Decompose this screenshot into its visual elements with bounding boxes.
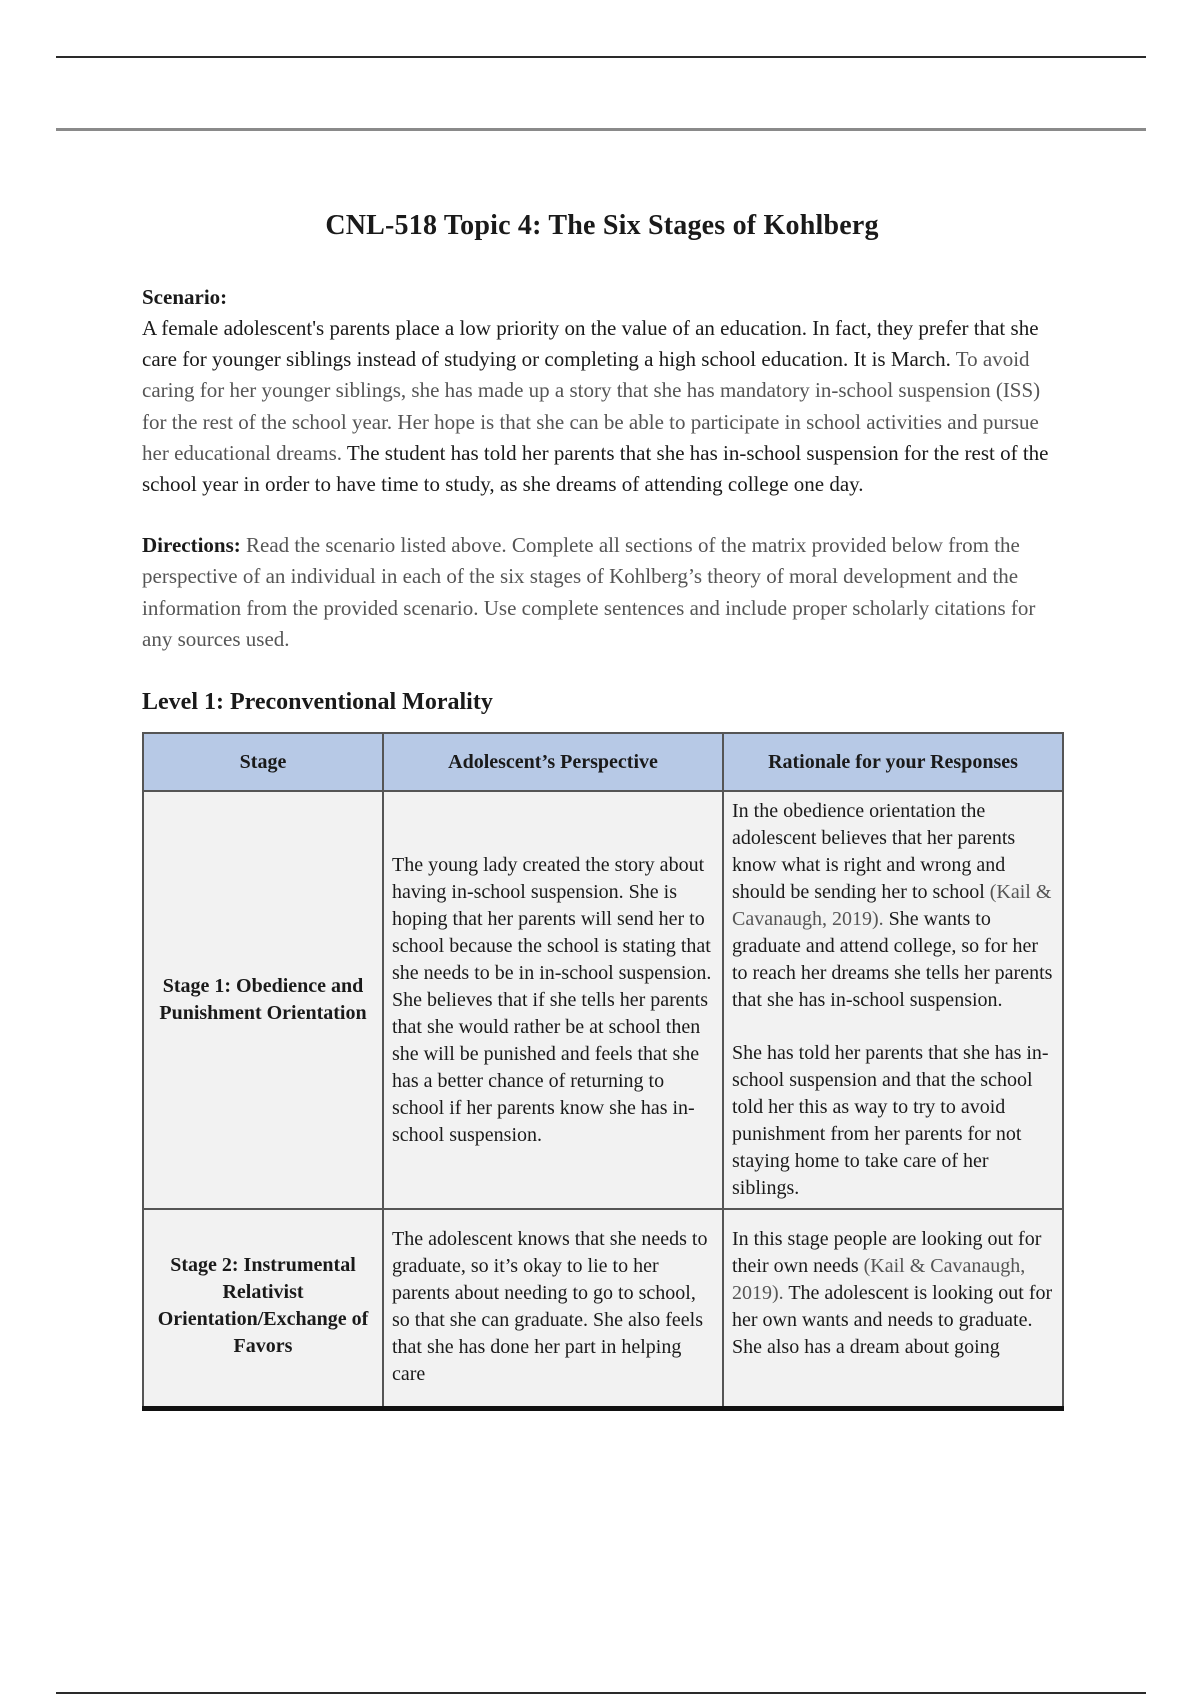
stage-1-rationale-text-a: In the obedience orientation the adolescent believes that her parents know what is right and wrong and should be sending her to school bbox=[732, 800, 1016, 904]
document-body bbox=[142, 210, 1062, 1411]
header-rationale: Rationale for your Responses bbox=[723, 733, 1063, 791]
stage-1-rationale-text-b: She wants to graduate and attend college, so for her to reach her dreams she tells her parents that she has in-school suspension. bbox=[732, 908, 1053, 1012]
stage-1-rationale-paragraph-1 bbox=[732, 798, 1054, 1014]
directions-label: Directions: bbox=[142, 533, 241, 558]
header-rule-top bbox=[56, 56, 1146, 58]
header-perspective: Adolescent’s Perspective bbox=[383, 733, 723, 791]
table-row bbox=[143, 791, 1063, 1209]
stage-1-rationale bbox=[723, 791, 1063, 1209]
document-title: CNL-518 Topic 4: The Six Stages of Kohlberg bbox=[325, 210, 879, 241]
scenario-text-part-3: The student has told her parents that she has in-school suspension for the rest of the school year in order to have time to study, as she dreams of attending college one day. bbox=[142, 440, 1049, 497]
scenario-text-part-2: To avoid caring for her younger siblings, she has made up a story that she has mandatory in-school suspension (ISS) for the rest of the school year. Her hope is that she can be able to participate in school activities and pursue her educational dreams. bbox=[142, 347, 1041, 465]
kohlberg-matrix-table bbox=[142, 732, 1064, 1411]
table-header-row bbox=[143, 733, 1063, 791]
stage-2-rationale-paragraph-1 bbox=[732, 1226, 1054, 1361]
scenario-label: Scenario: bbox=[142, 285, 228, 309]
stage-2-perspective: The adolescent knows that she needs to graduate, so it’s okay to lie to her parents about needing to go to school, so that she can graduate. She also feels that she has done her part in helping care bbox=[383, 1209, 723, 1409]
stage-1-citation: (Kail & Cavanaugh, 2019). bbox=[732, 881, 1052, 931]
stage-1-perspective: The young lady created the story about having in-school suspension. She is hoping that her parents will send her to school because the school is stating that she needs to be in in-school suspension. She believes that if she tells her parents that she would rather be at school then she will be punished and feels that she has a better chance of returning to school if her parents know she has in-school suspension. bbox=[383, 791, 723, 1209]
table-row bbox=[143, 1209, 1063, 1409]
stage-2-name: Stage 2: Instrumental Relativist Orientation/Exchange of Favors bbox=[143, 1209, 383, 1409]
stage-1-name: Stage 1: Obedience and Punishment Orientation bbox=[143, 791, 383, 1209]
stage-2-rationale-text-b: The adolescent is looking out for her own wants and needs to graduate. She also has a dream about going bbox=[732, 1282, 1053, 1359]
stage-1-rationale-paragraph-2: She has told her parents that she has in-school suspension and that the school told her this as way to try to avoid punishment from her parents for not staying home to take care of her siblings. bbox=[732, 1042, 1049, 1200]
stage-2-rationale-text-a: In this stage people are looking out for their own needs bbox=[732, 1228, 1042, 1278]
footer-rule bbox=[56, 1692, 1146, 1694]
directions-section bbox=[142, 530, 1062, 655]
stage-2-citation: (Kail & Cavanaugh, 2019). bbox=[732, 1255, 1026, 1305]
scenario-text bbox=[142, 313, 1062, 500]
stage-2-rationale bbox=[723, 1209, 1063, 1409]
scenario-section bbox=[142, 282, 1062, 500]
directions-text: Read the scenario listed above. Complete all sections of the matrix provided below from the perspective of an individual in each of the six stages of Kohlberg’s theory of moral development and the information from the provided scenario. Use complete sentences and include proper scholarly citations for any sources used. bbox=[142, 533, 1036, 651]
header-stage: Stage bbox=[143, 733, 383, 791]
scenario-text-part-1: A female adolescent's parents place a low priority on the value of an education. In fact, they prefer that she care for younger siblings instead of studying or completing a high school education. It is March. bbox=[142, 316, 1039, 372]
header-rule-bottom bbox=[56, 128, 1146, 131]
level-1-heading: Level 1: Preconventional Morality bbox=[142, 689, 493, 716]
